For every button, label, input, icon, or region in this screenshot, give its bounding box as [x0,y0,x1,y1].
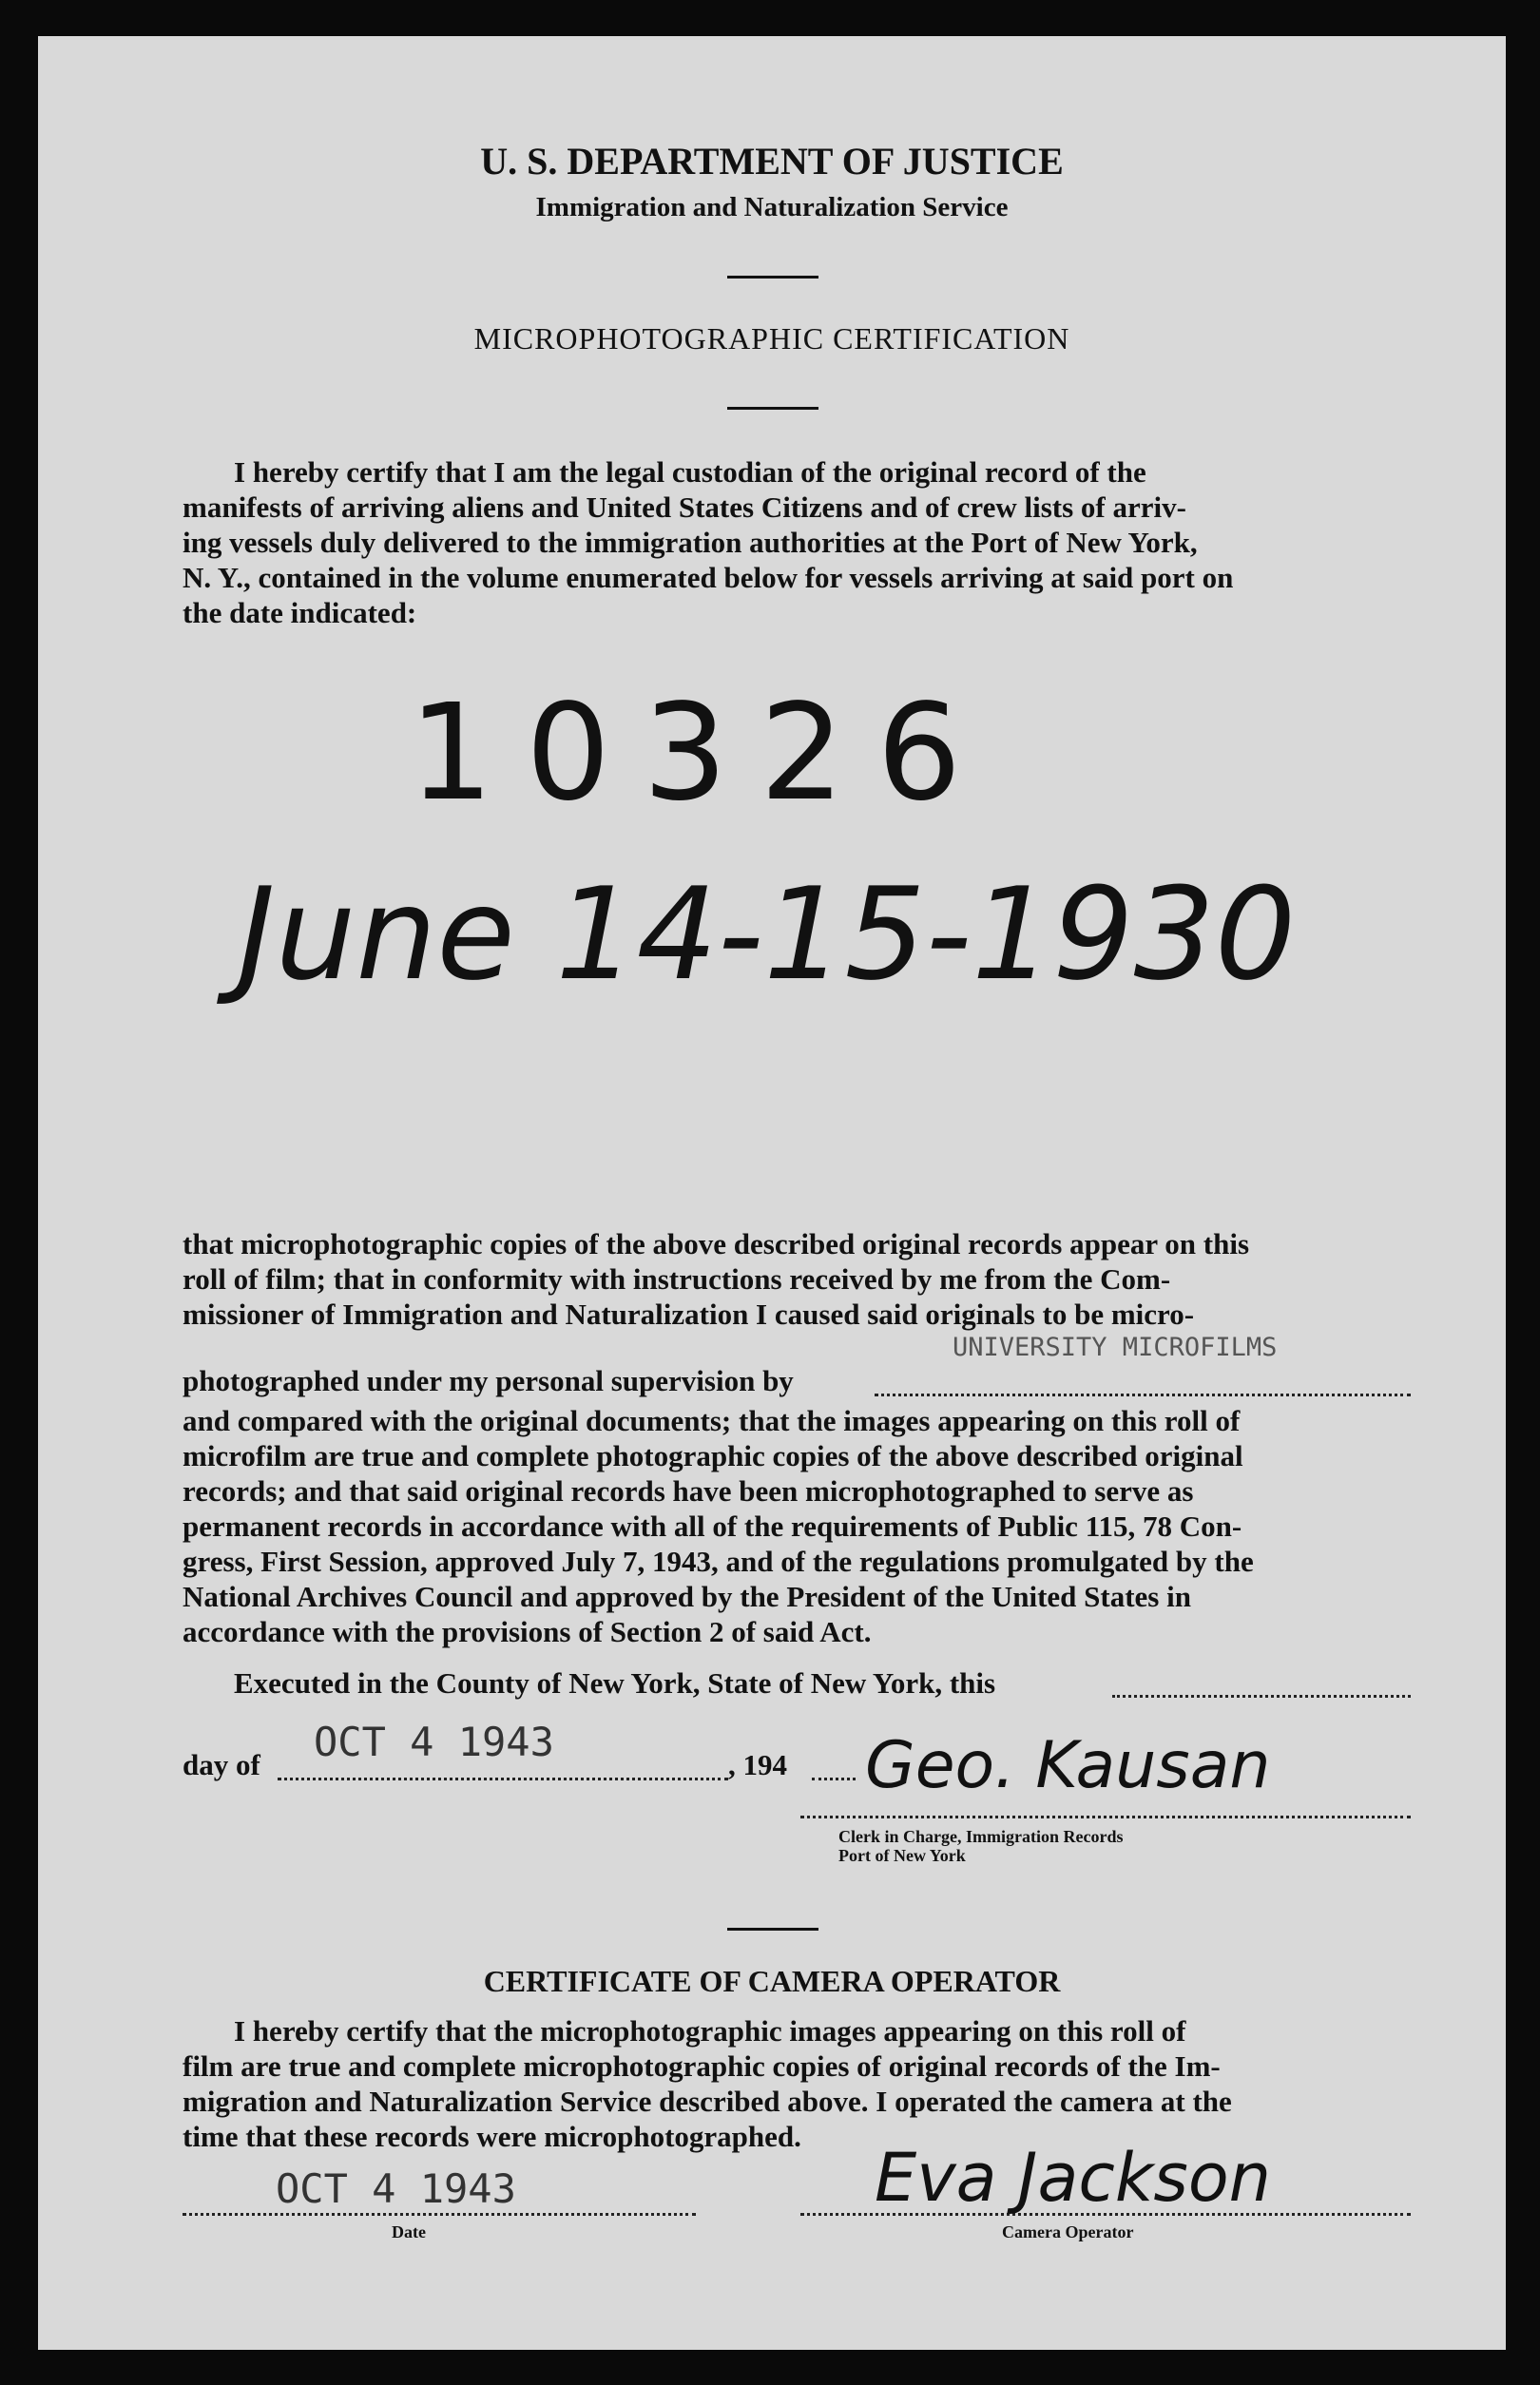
section-divider [727,1928,818,1931]
executed-day-line [1112,1695,1411,1698]
handwritten-volume-date: June 14-15-1930 [238,860,1297,1009]
day-of-stamp: OCT 4 1943 [314,1719,554,1765]
executed-label: Executed in the County of New York, State of New York, this [234,1666,996,1700]
header-divider [727,276,818,279]
para2-line: accordance with the provisions of Section 2 of said Act. [183,1615,872,1648]
operator-signature: Eva Jackson [875,2139,1272,2217]
certificate-page [38,36,1506,2350]
photographed-by-line [875,1394,1411,1396]
handwritten-volume-number: 10326 [409,676,994,831]
certification-paragraph-1 [183,454,1411,630]
para1-line: N. Y., contained in the volume enumerated below for vessels arriving at said port on [183,561,1234,594]
operator-para-line: time that these records were microphotographed. [183,2120,801,2153]
certification-paragraph-2-cont [183,1403,1411,1649]
operator-label: Camera Operator [1002,2222,1134,2241]
para1-line: the date indicated: [183,596,417,629]
department-heading: U. S. DEPARTMENT OF JUSTICE [480,140,1064,183]
operator-para-line: migration and Naturalization Service described above. I operated the camera at the [183,2085,1232,2118]
clerk-signature: Geo. Kausan [865,1728,1271,1803]
para2-line: gress, First Session, approved July 7, 1943, and of the regulations promulgated by the [183,1545,1254,1578]
para1-line: manifests of arriving aliens and United States Citizens and of crew lists of arriv- [183,490,1186,524]
certification-title: MICROPHOTOGRAPHIC CERTIFICATION [473,321,1070,356]
operator-para-line: I hereby certify that the microphotographic images appearing on this roll of [234,2014,1186,2048]
date-label: Date [392,2222,426,2241]
camera-operator-paragraph [183,2013,1411,2154]
para2-line: roll of film; that in conformity with instructions received by me from the Com- [183,1262,1171,1296]
para2-line: National Archives Council and approved by the President of the United States in [183,1580,1191,1613]
photographed-by-label: photographed under my personal supervision by [183,1364,794,1397]
photographed-by-stamp: UNIVERSITY MICROFILMS [953,1333,1278,1362]
para2-line: permanent records in accordance with all of the requirements of Public 115, 78 Con- [183,1510,1242,1543]
certification-paragraph-2 [183,1226,1411,1332]
operator-para-line: film are true and complete microphotographic copies of original records of the Im- [183,2049,1221,2083]
camera-operator-title: CERTIFICATE OF CAMERA OPERATOR [483,1964,1061,1998]
date-line [183,2213,696,2216]
title-divider [727,407,818,410]
clerk-title-line: Port of New York [838,1846,966,1865]
day-of-label: day of [183,1748,260,1781]
para1-line: ing vessels duly delivered to the immigration authorities at the Port of New York, [183,526,1198,559]
para2-line: and compared with the original documents; that the images appearing on this roll of [183,1404,1241,1437]
clerk-signature-line [800,1816,1411,1818]
service-heading: Immigration and Naturalization Service [535,192,1009,222]
para2-line: missioner of Immigration and Naturalization I caused said originals to be micro- [183,1298,1195,1331]
para2-line: records; and that said original records have been microphotographed to serve as [183,1474,1194,1508]
para2-line: microfilm are true and complete photographic copies of the above described original [183,1439,1243,1472]
date-stamp: OCT 4 1943 [276,2165,516,2212]
clerk-title-line: Clerk in Charge, Immigration Records [838,1827,1124,1846]
day-of-line [278,1778,728,1780]
year-label: , 194 [728,1748,787,1781]
year-line [812,1778,856,1780]
para1-line: I hereby certify that I am the legal custodian of the original record of the [234,455,1146,489]
para2-line: that microphotographic copies of the above described original records appear on this [183,1227,1250,1260]
clerk-title [838,1827,1123,1865]
